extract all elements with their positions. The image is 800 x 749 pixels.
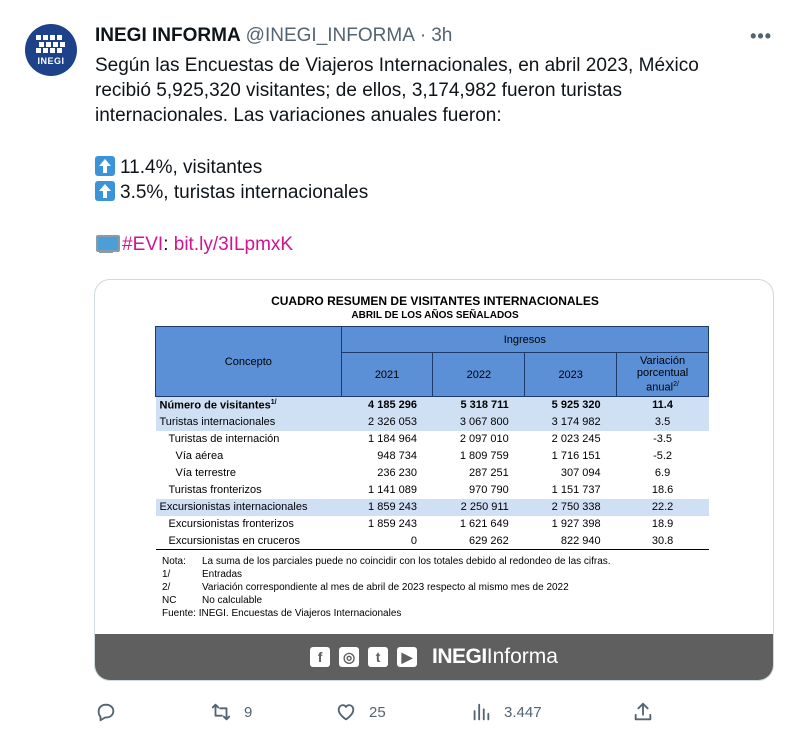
table-row	[156, 499, 709, 516]
header-2021: 2021	[341, 353, 433, 397]
views-icon	[470, 701, 492, 723]
more-options-icon[interactable]: •••	[750, 26, 772, 46]
row-2022: 287 251	[469, 467, 509, 479]
row-2023: 1 927 398	[551, 518, 601, 530]
up-arrow-icon	[95, 181, 115, 201]
row-concepto: Vía aérea	[175, 450, 224, 462]
row-var: 22.2	[617, 499, 709, 516]
row-2023: 2 750 338	[525, 499, 617, 516]
row-var: 18.6	[651, 484, 674, 496]
reply-button[interactable]	[95, 700, 129, 724]
note-row	[162, 555, 611, 568]
share-button[interactable]	[632, 700, 654, 724]
row-concepto: Turistas de internación	[168, 433, 280, 445]
inegi-logo-icon	[36, 35, 66, 53]
header-variacion-2: porcentual	[636, 367, 689, 380]
youtube-icon: ▶	[397, 647, 417, 667]
views-count: 3.447	[504, 703, 542, 721]
facebook-icon: f	[310, 647, 330, 667]
row-2023: 1 151 737	[551, 484, 601, 496]
table-subtitle: ABRIL DE LOS AÑOS SEÑALADOS	[351, 310, 519, 321]
row-var: -3.5	[653, 433, 673, 445]
row-2023: 1 716 151	[551, 450, 601, 462]
media-image[interactable]	[94, 279, 774, 681]
note-row	[162, 594, 611, 607]
row-2022: 2 097 010	[459, 433, 509, 445]
note-row	[162, 568, 611, 581]
row-concepto: Excursionistas fronterizos	[168, 518, 294, 530]
like-count: 25	[369, 703, 386, 721]
twitter-icon: t	[368, 647, 388, 667]
tweet-text-line: Según las Encuestas de Viajeros Internacionales, en abril 2023, México	[95, 55, 699, 76]
row-var: 11.4	[617, 397, 709, 414]
source-row	[162, 607, 611, 620]
row-2023: 2 023 245	[551, 433, 601, 445]
up-arrow-icon	[95, 156, 115, 176]
note-text: No calculable	[202, 595, 263, 606]
row-2021: 2 326 053	[341, 414, 433, 431]
row-2022: 2 250 911	[433, 499, 525, 516]
row-concepto: Excursionistas en cruceros	[156, 533, 342, 550]
row-2022: 5 318 711	[433, 397, 525, 414]
note-text: La suma de los parciales puede no coincidir con los totales debido al redondeo de las cifras.	[202, 556, 611, 567]
bullet-visitantes	[95, 155, 775, 180]
note-key: 2/	[162, 582, 171, 593]
table-row	[156, 397, 709, 414]
row-2023: 5 925 320	[525, 397, 617, 414]
row-2023: 3 174 982	[525, 414, 617, 431]
row-2021: 0	[341, 533, 433, 550]
link-separator: :	[163, 234, 169, 255]
row-2021: 236 230	[377, 467, 417, 479]
row-2021: 4 185 296	[341, 397, 433, 414]
table-row	[156, 533, 709, 550]
note-row	[162, 581, 611, 594]
tweet-text-line: recibió 5,925,320 visitantes; de ellos, 3,174,982 fueron turistas	[95, 80, 623, 101]
row-2022: 1 621 649	[459, 518, 509, 530]
note-key: 1/	[162, 569, 171, 580]
header-2022: 2022	[433, 353, 525, 397]
header-ingresos: Ingresos	[341, 327, 708, 353]
row-2021: 1 859 243	[368, 518, 417, 530]
table-row	[156, 414, 709, 431]
table-row	[156, 482, 709, 499]
row-concepto: Número de visitantes	[159, 399, 271, 412]
table-title: CUADRO RESUMEN DE VISITANTES INTERNACIONALES	[271, 294, 599, 308]
bullet-visitantes-text: 11.4%, visitantes	[120, 157, 263, 178]
header-variacion-1: Variación	[640, 355, 686, 368]
tweet-text-line: internacionales. Las variaciones anuales fueron:	[95, 105, 502, 126]
row-2021: 1 184 964	[368, 433, 417, 445]
retweet-button[interactable]	[210, 700, 252, 724]
tweet-header	[95, 24, 452, 48]
action-bar	[95, 700, 655, 724]
header-concepto: Concepto	[156, 327, 342, 397]
note-key: Nota:	[162, 556, 186, 567]
url-link[interactable]: bit.ly/3ILpmxK	[173, 234, 294, 255]
bullet-turistas	[95, 180, 775, 205]
footer-brand-rest: Informa	[486, 645, 558, 668]
row-concepto: Excursionistas internacionales	[156, 499, 342, 516]
share-icon	[632, 701, 654, 723]
table-row	[156, 516, 709, 533]
row-2022: 629 262	[433, 533, 525, 550]
table-notes	[162, 555, 611, 620]
tweet-text	[95, 53, 775, 257]
like-button[interactable]	[335, 700, 386, 724]
header-variacion-sup: 2/	[673, 381, 679, 389]
instagram-icon: ◎	[339, 647, 359, 667]
row-2022: 1 809 759	[459, 450, 509, 462]
link-line	[95, 232, 775, 257]
header-variacion	[617, 353, 709, 397]
footer-brand	[432, 645, 558, 669]
row-2021: 1 859 243	[341, 499, 433, 516]
source-text: Fuente: INEGI. Encuestas de Viajeros Internacionales	[162, 608, 402, 619]
row-var: 6.9	[654, 467, 671, 479]
visitors-table	[155, 326, 709, 550]
bullet-turistas-text: 3.5%, turistas internacionales	[120, 182, 369, 203]
retweet-icon	[210, 701, 232, 723]
author-name[interactable]: INEGI INFORMA	[95, 25, 241, 46]
row-2023: 822 940	[525, 533, 617, 550]
header-variacion-3: anual	[646, 381, 674, 394]
footer-brand-bold: INEGI	[432, 645, 487, 668]
table-row	[156, 448, 709, 465]
row-concepto: Turistas fronterizos	[168, 484, 262, 496]
row-2021: 948 734	[377, 450, 417, 462]
row-concepto: Vía terrestre	[175, 467, 237, 479]
row-2021: 1 141 089	[368, 484, 417, 496]
retweet-count: 9	[244, 703, 253, 721]
computer-icon	[95, 235, 117, 253]
author-handle[interactable]: @INEGI_INFORMA	[245, 25, 415, 46]
row-var: 18.9	[651, 518, 674, 530]
row-2022: 3 067 800	[433, 414, 525, 431]
row-sup: 1/	[270, 398, 277, 406]
views-button[interactable]	[470, 700, 542, 724]
separator: ·	[419, 25, 427, 46]
heart-icon	[335, 701, 357, 723]
table-row	[156, 431, 709, 448]
row-2022: 970 790	[469, 484, 509, 496]
timestamp[interactable]: 3h	[431, 25, 453, 46]
row-var: 30.8	[617, 533, 709, 550]
avatar-label: INEGI	[37, 55, 65, 66]
row-var: 3.5	[617, 414, 709, 431]
table-row	[156, 465, 709, 482]
note-text: Entradas	[202, 569, 243, 580]
note-key: NC	[162, 595, 177, 606]
hashtag-link[interactable]: #EVI	[122, 234, 164, 255]
row-var: -5.2	[653, 450, 673, 462]
note-text: Variación correspondiente al mes de abril de 2023 respecto al mismo mes de 2022	[202, 582, 569, 593]
card-footer	[95, 634, 773, 680]
reply-icon	[95, 701, 117, 723]
row-2023: 307 094	[560, 467, 601, 479]
row-concepto: Turistas internacionales	[156, 414, 342, 431]
header-2023: 2023	[525, 353, 617, 397]
avatar[interactable]	[25, 24, 77, 76]
